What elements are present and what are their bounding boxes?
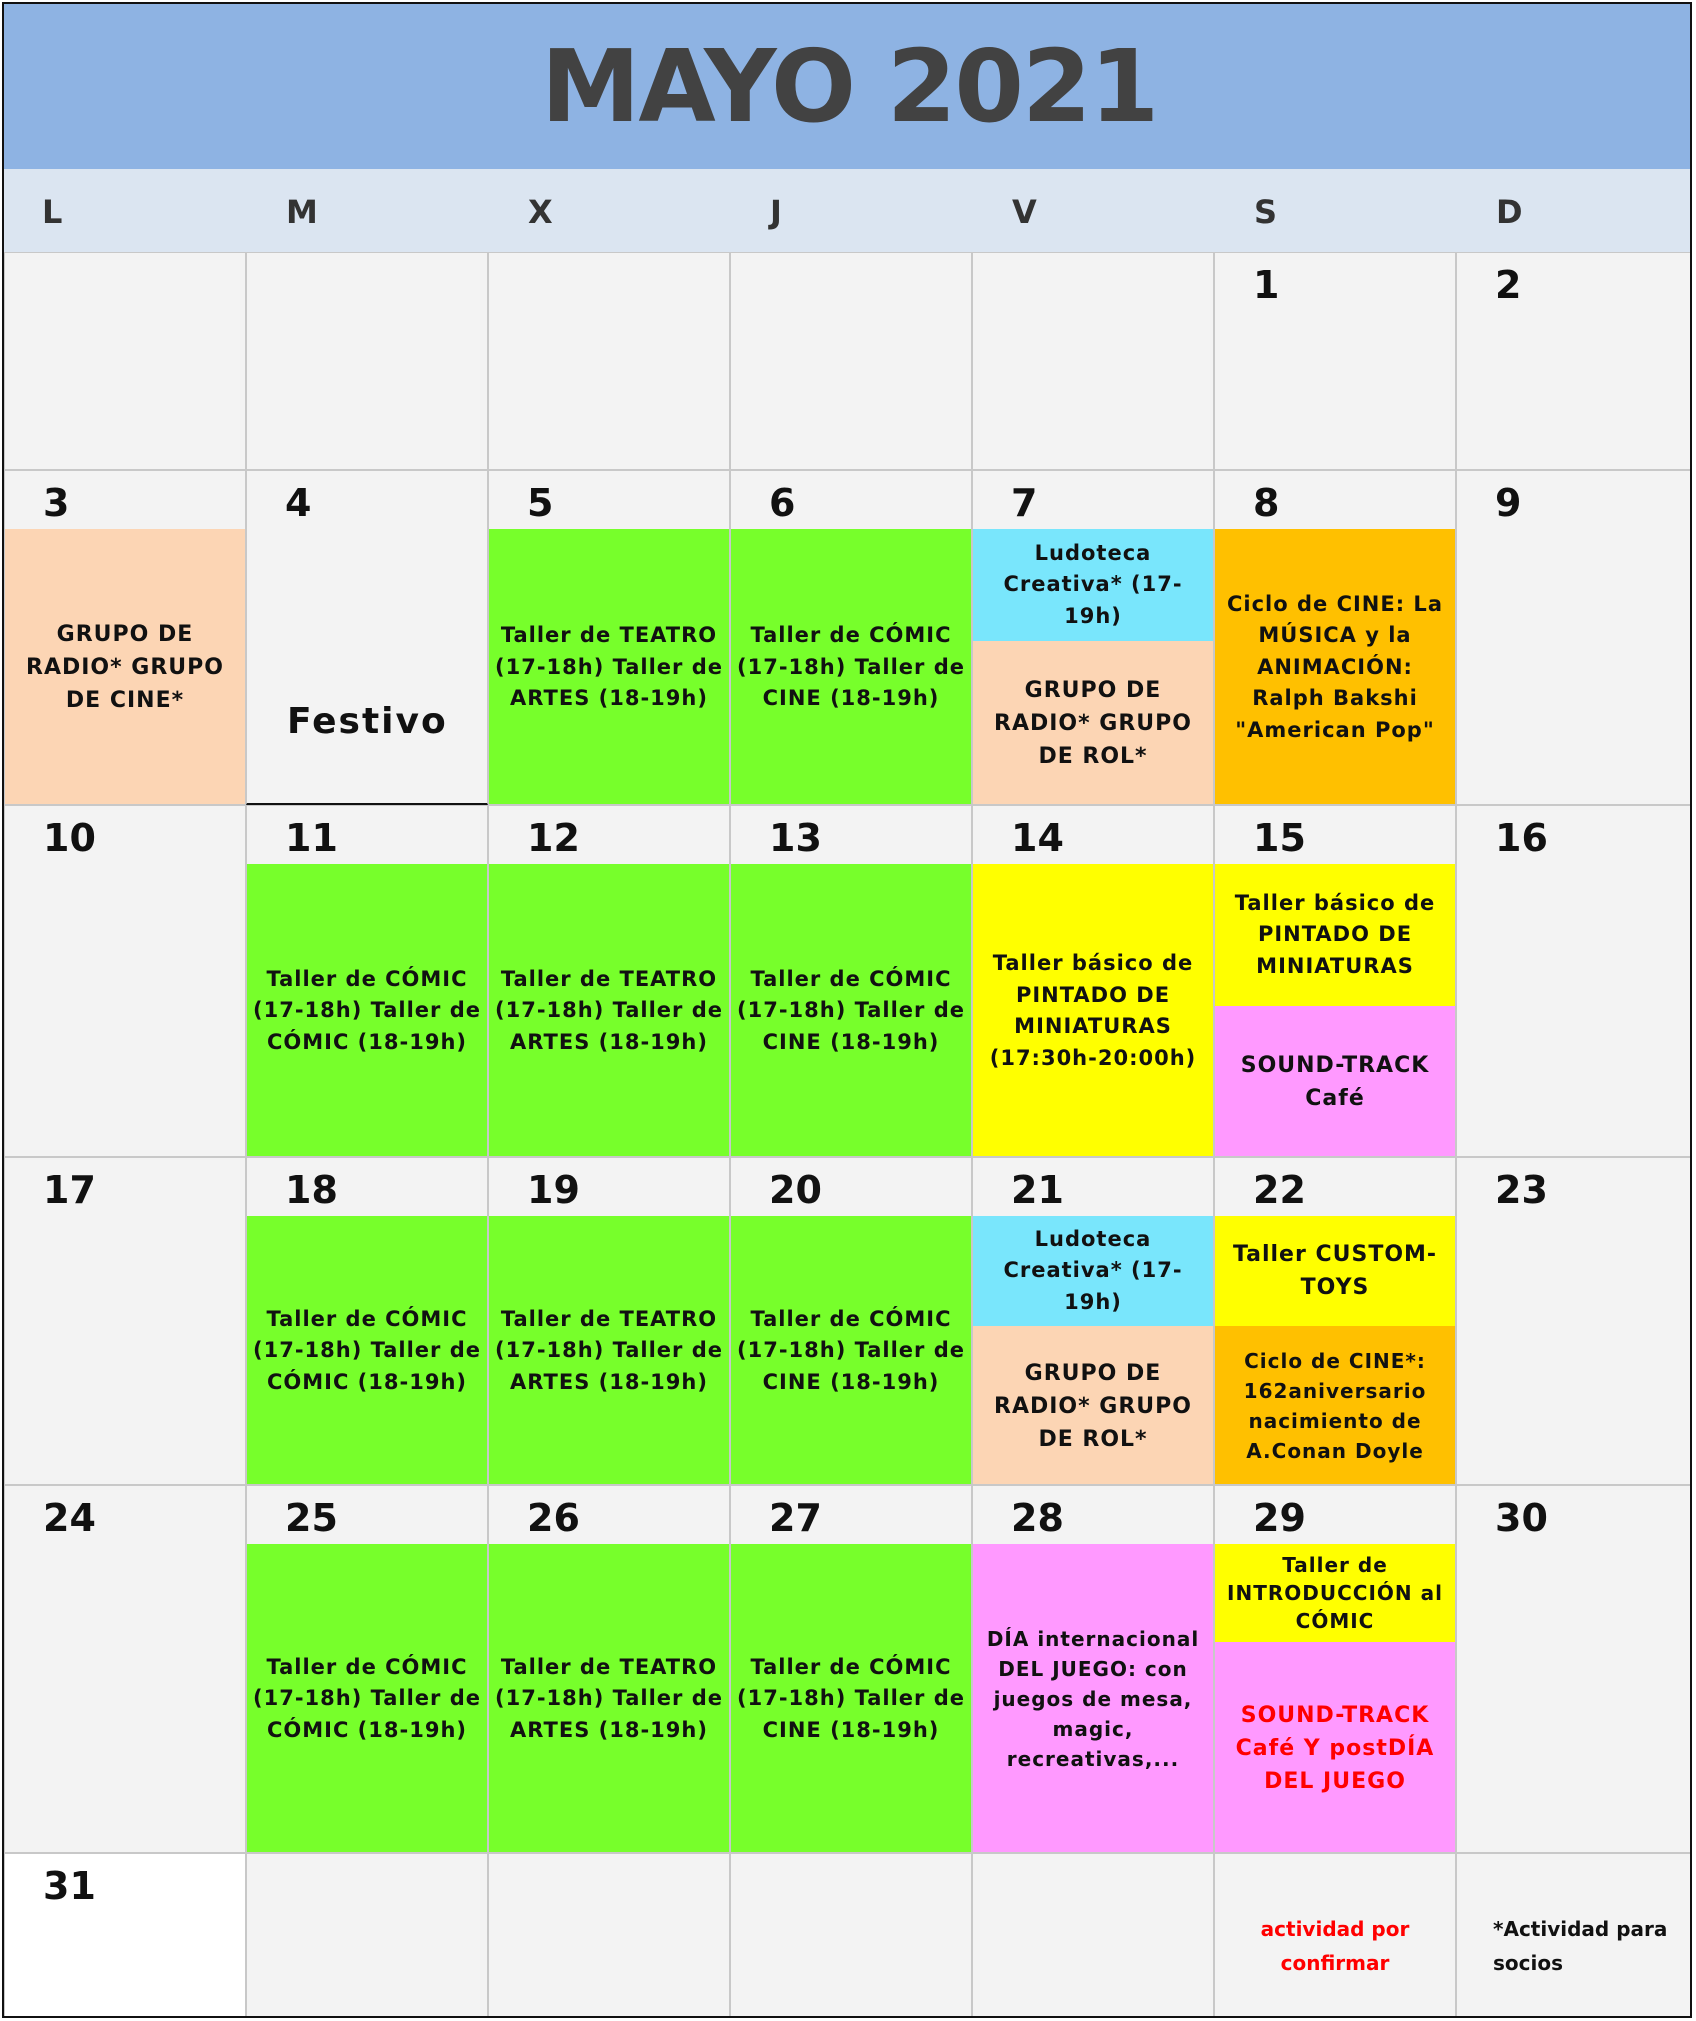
day-cell-5: [488, 470, 730, 805]
weekday-label: L: [42, 193, 63, 231]
day-number: 15: [1253, 816, 1306, 860]
holiday-label: Festivo: [287, 701, 448, 742]
day-cell-12: [488, 805, 730, 1157]
day-cell-empty: [488, 252, 730, 470]
event-sound-track-postdia: SOUND-TRACK Café Y postDÍA DEL JUEGO: [1215, 1642, 1455, 1853]
day-number: 24: [43, 1496, 96, 1540]
day-number: 29: [1253, 1496, 1306, 1540]
day-number: 18: [285, 1168, 338, 1212]
weekday-label: V: [1012, 193, 1037, 231]
day-number: 31: [43, 1864, 96, 1908]
day-cell-31: [4, 1853, 246, 2018]
calendar-title: MAYO 2021: [540, 28, 1158, 145]
day-number: 21: [1011, 1168, 1064, 1212]
day-cell-10: [4, 805, 246, 1157]
weekday-label: S: [1254, 193, 1278, 231]
legend-cell: [1214, 1853, 1456, 2018]
event-introduccion-comic: Taller de INTRODUCCIÓN al CÓMIC: [1215, 1544, 1455, 1642]
event-radio-cine: GRUPO DE RADIO* GRUPO DE CINE*: [5, 529, 245, 805]
event-sound-track: SOUND-TRACK Café: [1215, 1006, 1455, 1157]
event-comic-cine: Taller de CÓMIC (17-18h) Taller de CINE (18-19h): [731, 864, 971, 1157]
event-comic-comic: Taller de CÓMIC (17-18h) Taller de CÓMIC (18-19h): [247, 864, 487, 1157]
calendar: [2, 2, 1692, 2018]
event-dia-del-juego: DÍA internacional DEL JUEGO: con juegos de mesa, magic, recreativas,...: [973, 1544, 1213, 1853]
day-number: 2: [1495, 263, 1522, 307]
weekday-label: M: [286, 193, 318, 231]
day-cell-empty: [972, 252, 1214, 470]
event-teatro-artes: Taller de TEATRO (17-18h) Taller de ARTES (18-19h): [489, 1216, 729, 1485]
event-pintado-miniaturas: Taller básico de PINTADO DE MINIATURAS: [1215, 864, 1455, 1006]
event-comic-cine: Taller de CÓMIC (17-18h) Taller de CINE (18-19h): [731, 1216, 971, 1485]
day-cell-4: [246, 470, 488, 805]
legend-socios: *Actividad para socios: [1493, 1917, 1668, 1975]
event-comic-cine: Taller de CÓMIC (17-18h) Taller de CINE (18-19h): [731, 1544, 971, 1853]
day-number: 7: [1011, 481, 1038, 525]
day-cell-8: [1214, 470, 1456, 805]
day-cell-26: [488, 1485, 730, 1853]
day-number: 14: [1011, 816, 1064, 860]
day-number: 4: [285, 481, 312, 525]
day-number: 25: [285, 1496, 338, 1540]
event-ludoteca: Ludoteca Creativa* (17-19h): [973, 1216, 1213, 1326]
day-cell-18: [246, 1157, 488, 1485]
event-teatro-artes: Taller de TEATRO (17-18h) Taller de ARTES (18-19h): [489, 1544, 729, 1853]
day-number: 28: [1011, 1496, 1064, 1540]
day-number: 5: [527, 481, 554, 525]
event-ciclo-cine: Ciclo de CINE*: 162aniversario nacimiento de A.Conan Doyle: [1215, 1326, 1455, 1485]
day-cell-1: [1214, 252, 1456, 470]
day-number: 17: [43, 1168, 96, 1212]
day-cell-25: [246, 1485, 488, 1853]
day-cell-9: [1456, 470, 1692, 805]
day-number: 30: [1495, 1496, 1548, 1540]
event-custom-toys: Taller CUSTOM-TOYS: [1215, 1216, 1455, 1326]
day-cell-14: [972, 805, 1214, 1157]
weekday-label: X: [528, 193, 553, 231]
day-cell-23: [1456, 1157, 1692, 1485]
event-radio-rol: GRUPO DE RADIO* GRUPO DE ROL*: [973, 641, 1213, 805]
day-cell-20: [730, 1157, 972, 1485]
day-number: 1: [1253, 263, 1280, 307]
day-cell-empty: [730, 252, 972, 470]
event-pintado-miniaturas: Taller básico de PINTADO DE MINIATURAS (17:30h-20:00h): [973, 864, 1213, 1157]
day-number: 8: [1253, 481, 1280, 525]
day-cell-empty: [246, 252, 488, 470]
weekday-header: [4, 169, 1692, 252]
day-number: 19: [527, 1168, 580, 1212]
day-cell-29: [1214, 1485, 1456, 1853]
day-cell-empty: [488, 1853, 730, 2018]
day-number: 23: [1495, 1168, 1548, 1212]
event-ludoteca: Ludoteca Creativa* (17-19h): [973, 529, 1213, 641]
event-teatro-artes: Taller de TEATRO (17-18h) Taller de ARTES (18-19h): [489, 529, 729, 805]
day-cell-empty: [246, 1853, 488, 2018]
event-comic-comic: Taller de CÓMIC (17-18h) Taller de CÓMIC (18-19h): [247, 1216, 487, 1485]
day-cell-27: [730, 1485, 972, 1853]
day-cell-22: [1214, 1157, 1456, 1485]
day-cell-7: [972, 470, 1214, 805]
event-teatro-artes: Taller de TEATRO (17-18h) Taller de ARTES (18-19h): [489, 864, 729, 1157]
day-cell-13: [730, 805, 972, 1157]
day-cell-30: [1456, 1485, 1692, 1853]
day-cell-6: [730, 470, 972, 805]
day-number: 10: [43, 816, 96, 860]
day-number: 27: [769, 1496, 822, 1540]
legend-cell: [1456, 1853, 1692, 2018]
day-number: 26: [527, 1496, 580, 1540]
event-comic-comic: Taller de CÓMIC (17-18h) Taller de CÓMIC (18-19h): [247, 1544, 487, 1853]
day-cell-21: [972, 1157, 1214, 1485]
day-cell-16: [1456, 805, 1692, 1157]
day-cell-24: [4, 1485, 246, 1853]
event-comic-cine: Taller de CÓMIC (17-18h) Taller de CINE (18-19h): [731, 529, 971, 805]
day-cell-28: [972, 1485, 1214, 1853]
title-bar: [4, 4, 1692, 169]
day-cell-3: [4, 470, 246, 805]
day-number: 9: [1495, 481, 1522, 525]
day-cell-19: [488, 1157, 730, 1485]
day-cell-15: [1214, 805, 1456, 1157]
day-cell-empty: [972, 1853, 1214, 2018]
day-number: 12: [527, 816, 580, 860]
event-radio-rol: GRUPO DE RADIO* GRUPO DE ROL*: [973, 1326, 1213, 1485]
day-cell-11: [246, 805, 488, 1157]
weekday-label: J: [770, 193, 782, 231]
day-number: 22: [1253, 1168, 1306, 1212]
weekday-label: D: [1496, 193, 1523, 231]
event-ciclo-cine: Ciclo de CINE: La MÚSICA y la ANIMACIÓN: Ralph Bakshi "American Pop": [1215, 529, 1455, 805]
day-cell-2: [1456, 252, 1692, 470]
day-number: 3: [43, 481, 70, 525]
day-cell-17: [4, 1157, 246, 1485]
legend-por-confirmar: actividad por confirmar: [1260, 1917, 1410, 1975]
day-number: 16: [1495, 816, 1548, 860]
day-cell-empty: [730, 1853, 972, 2018]
day-number: 13: [769, 816, 822, 860]
day-number: 6: [769, 481, 796, 525]
day-number: 20: [769, 1168, 822, 1212]
day-cell-empty: [4, 252, 246, 470]
day-number: 11: [285, 816, 338, 860]
